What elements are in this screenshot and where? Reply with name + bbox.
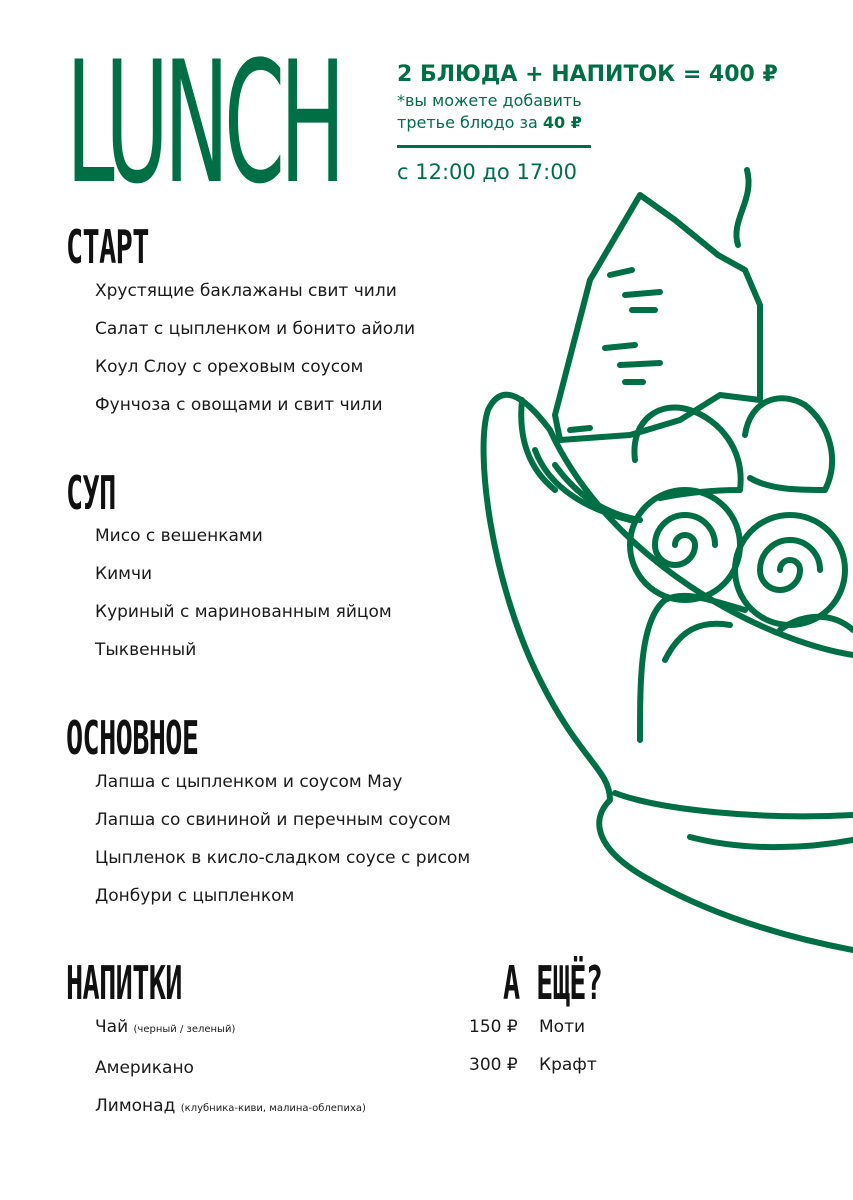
menu-item: Цыпленок в кисло-сладком соусе с рисом: [95, 848, 471, 868]
drink-item: [95, 1049, 366, 1087]
menu-item: Коул Слоу с ореховым соусом: [95, 357, 364, 377]
start-items: [95, 272, 415, 424]
section-title-extras: А ЕЩЁ?: [503, 956, 603, 1010]
drink-items: [95, 1008, 366, 1128]
menu-item: Кимчи: [95, 564, 153, 584]
extra-name: Крафт: [539, 1055, 597, 1075]
section-title-soup: СУП: [66, 466, 116, 520]
menu-item: Салат с цыпленком и бонито айоли: [95, 319, 416, 339]
drink-note: (черный / зеленый): [133, 1024, 236, 1035]
menu-item: Куриный с маринованным яйцом: [95, 602, 392, 622]
offer-note-prefix: третье блюдо за: [397, 113, 543, 132]
extra-item: [469, 1046, 597, 1084]
offer-note-line-1: *вы можете добавить: [397, 91, 582, 110]
lunch-title: LUNCH: [66, 25, 341, 221]
main-items: [95, 763, 470, 915]
offer-note-line-2: [397, 112, 778, 134]
ramen-bowl-illustration: [460, 160, 853, 960]
menu-item: Хрустящие баклажаны свит чили: [95, 281, 397, 301]
menu-item: Тыквенный: [95, 640, 197, 660]
extra-name: Моти: [539, 1017, 586, 1037]
section-title-start: СТАРТ: [66, 220, 149, 274]
section-title-drinks: НАПИТКИ: [66, 956, 182, 1010]
lunch-hours: с 12:00 до 17:00: [397, 160, 577, 184]
menu-item: Лапша со свининой и перечным соусом: [95, 810, 451, 830]
divider: [397, 145, 591, 148]
menu-item: Фунчоза с овощами и свит чили: [95, 395, 383, 415]
menu-item: Лапша с цыпленком и соусом Мау: [95, 772, 403, 792]
extra-price: 150 ₽: [469, 1017, 518, 1037]
drink-name: Чай: [95, 1017, 129, 1037]
extra-item: [469, 1008, 597, 1046]
combo-offer: 2 БЛЮДА + НАПИТОК = 400 ₽: [397, 62, 778, 87]
extra-price: 300 ₽: [469, 1055, 518, 1075]
drink-item: [95, 1008, 366, 1049]
third-dish-price: 40 ₽: [542, 113, 582, 132]
menu-item: Мисо с вешенками: [95, 526, 263, 546]
drink-note: (клубника-киви, малина-облепиха): [180, 1103, 366, 1114]
drink-item: [95, 1087, 366, 1128]
soup-items: [95, 517, 392, 669]
drink-name: Американо: [95, 1058, 194, 1078]
extras-list: [469, 1008, 597, 1084]
menu-item: Донбури с цыпленком: [95, 886, 295, 906]
section-title-main: ОСНОВНОЕ: [66, 711, 199, 765]
drink-name: Лимонад: [95, 1096, 176, 1116]
